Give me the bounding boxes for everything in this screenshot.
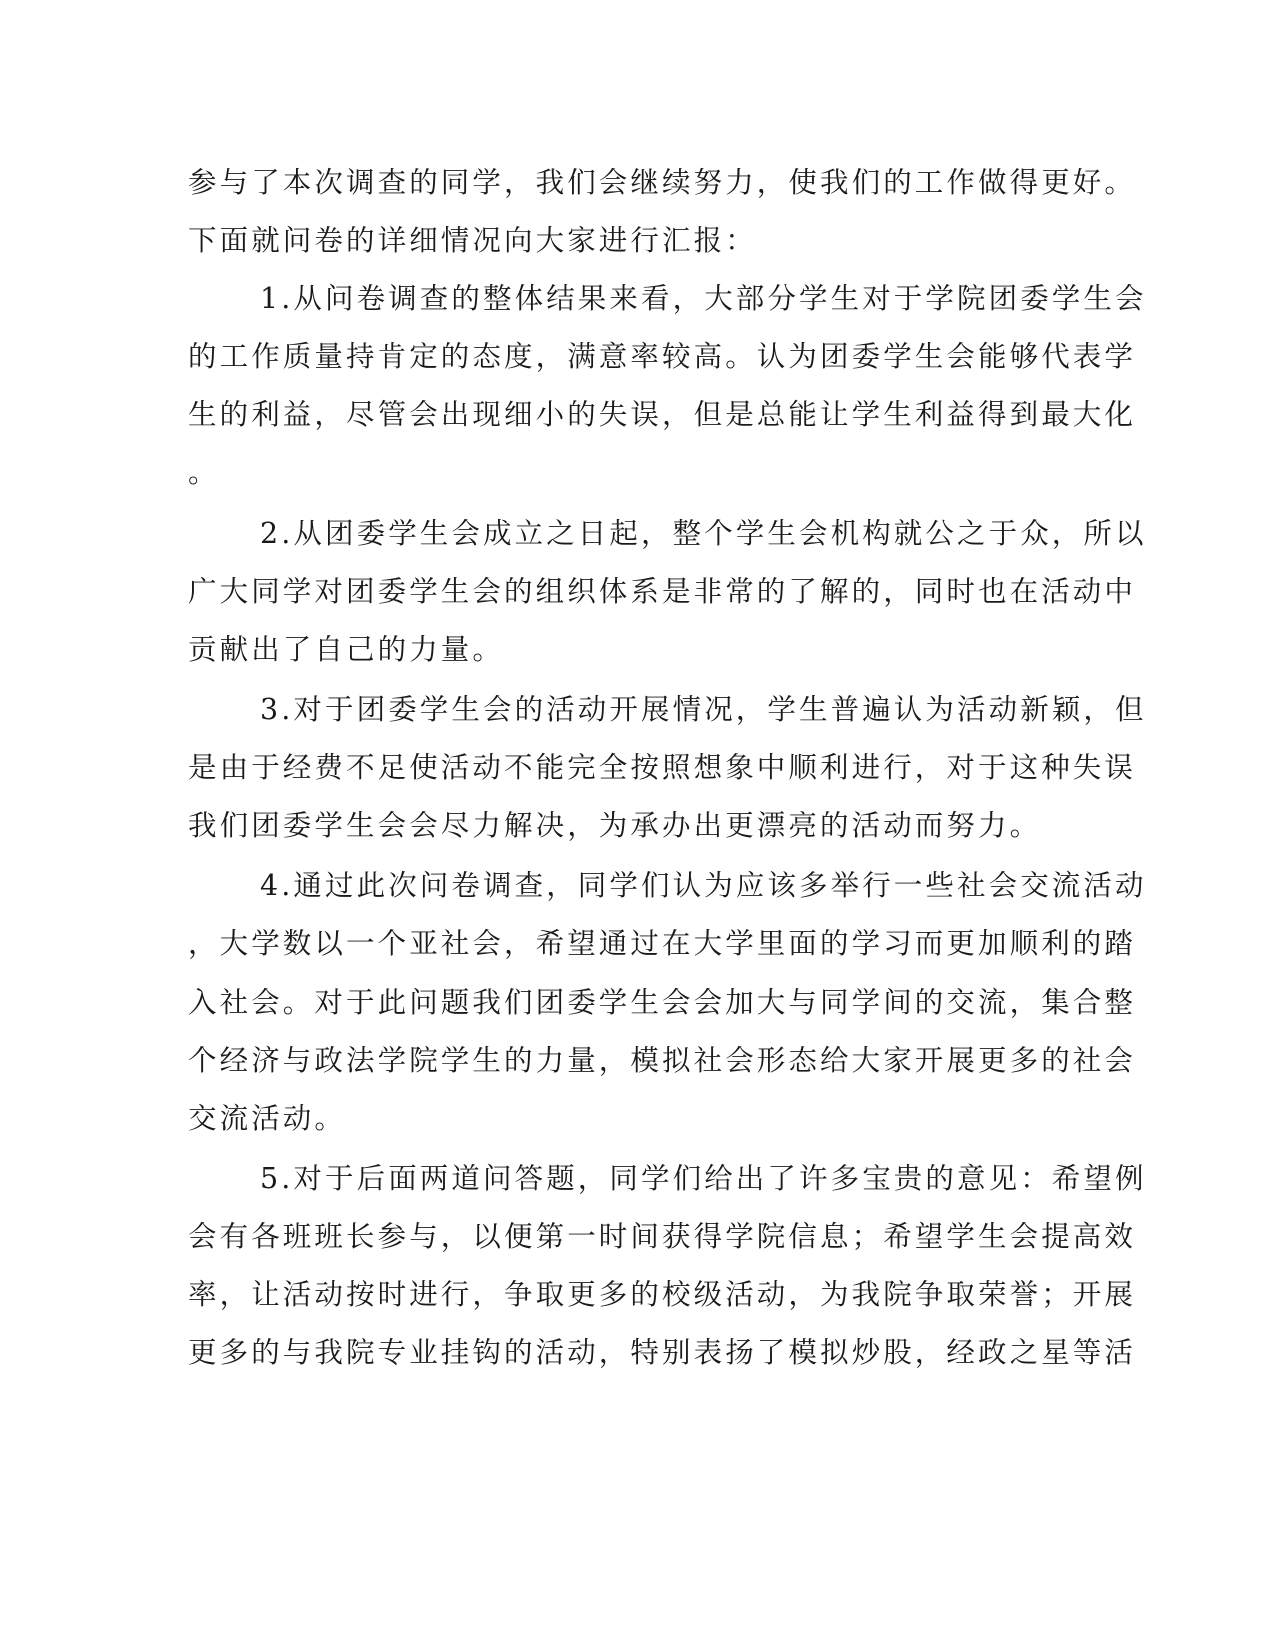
- text-line: 下面就问卷的详细情况向大家进行汇报：: [188, 224, 757, 257]
- paragraph-start: 3.对于团委学生会的活动开展情况，学生普遍认为活动新颖，但: [260, 693, 1147, 726]
- text-line: 生的利益，尽管会出现细小的失误，但是总能让学生利益得到最大化: [188, 398, 1137, 431]
- text-line: 。: [188, 456, 220, 489]
- text-line: 更多的与我院专业挂钩的活动，特别表扬了模拟炒股，经政之星等活: [188, 1336, 1137, 1369]
- paragraph-start: 4.通过此次问卷调查，同学们认为应该多举行一些社会交流活动: [260, 869, 1147, 902]
- text-line: 会有各班班长参与，以便第一时间获得学院信息；希望学生会提高效: [188, 1220, 1137, 1253]
- paragraph-start: 1.从问卷调查的整体结果来看，大部分学生对于学院团委学生会: [260, 282, 1147, 315]
- text-line: 个经济与政法学院学生的力量，模拟社会形态给大家开展更多的社会: [188, 1044, 1137, 1077]
- text-line: 广大同学对团委学生会的组织体系是非常的了解的，同时也在活动中: [188, 575, 1137, 608]
- paragraph-start: 5.对于后面两道问答题，同学们给出了许多宝贵的意见：希望例: [260, 1162, 1147, 1195]
- text-line: 是由于经费不足使活动不能完全按照想象中顺利进行，对于这种失误: [188, 751, 1137, 784]
- text-line: ，大学数以一个亚社会，希望通过在大学里面的学习而更加顺利的踏: [188, 927, 1137, 960]
- text-line: 率，让活动按时进行，争取更多的校级活动，为我院争取荣誉；开展: [188, 1278, 1137, 1311]
- text-line: 参与了本次调查的同学，我们会继续努力，使我们的工作做得更好。: [188, 166, 1137, 199]
- text-line: 交流活动。: [188, 1102, 347, 1135]
- text-line: 我们团委学生会会尽力解决，为承办出更漂亮的活动而努力。: [188, 809, 1042, 842]
- text-line: 贡献出了自己的力量。: [188, 633, 505, 666]
- text-line: 的工作质量持肯定的态度，满意率较高。认为团委学生会能够代表学: [188, 340, 1137, 373]
- paragraph-start: 2.从团委学生会成立之日起，整个学生会机构就公之于众，所以: [260, 517, 1147, 550]
- text-line: 入社会。对于此问题我们团委学生会会加大与同学间的交流，集合整: [188, 986, 1137, 1019]
